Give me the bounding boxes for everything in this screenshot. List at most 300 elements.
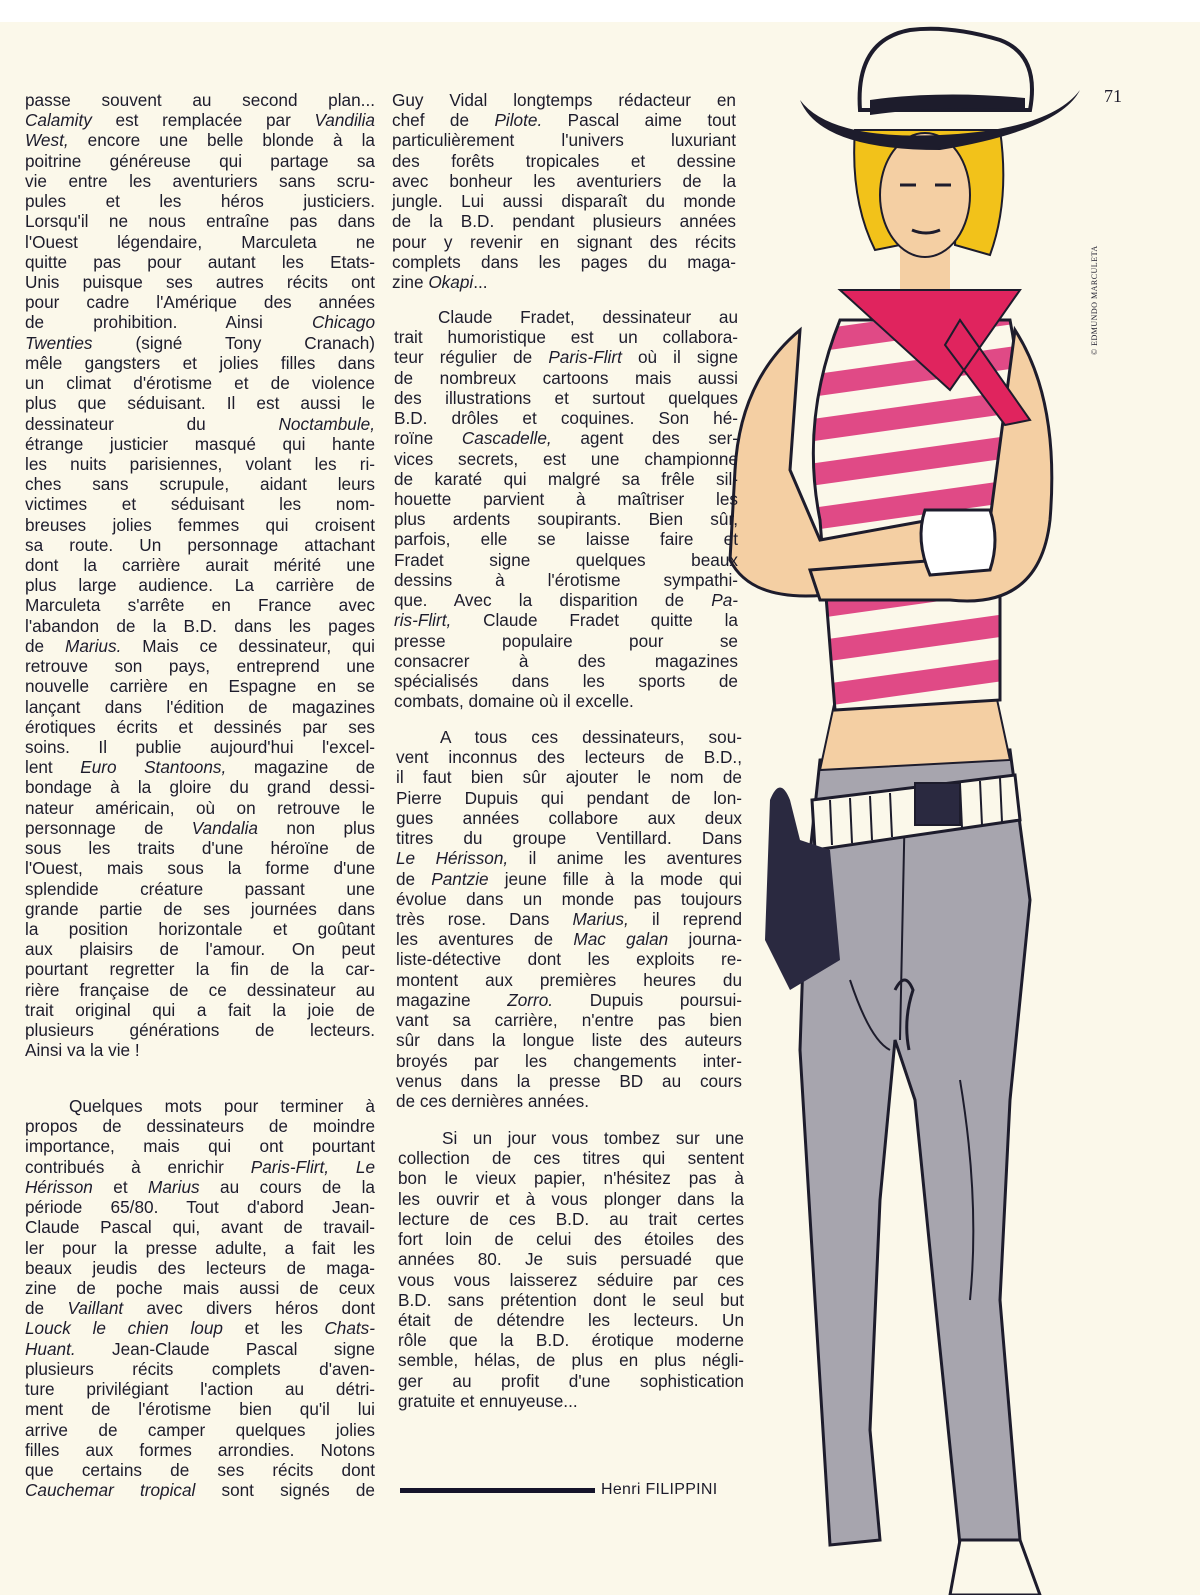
italic-title: Pa- [711, 590, 738, 611]
text-line [398, 1350, 744, 1370]
text-line [394, 631, 738, 651]
text-run: plusieurs récits complets d'aven- [25, 1358, 375, 1379]
text-run: de prohibition. Ainsi [25, 312, 312, 333]
text-run: Guy Vidal longtemps rédacteur en [392, 90, 736, 110]
text-run: houette parvient à maîtriser les [394, 488, 738, 509]
text-run: pour cadre l'Amérique des années [25, 292, 375, 313]
text-line [394, 307, 738, 327]
text-run: jungle. Lui aussi disparaît du monde [392, 191, 736, 212]
text-run: particulièrement l'univers luxuriant [392, 130, 736, 151]
text-run: sont signés de [195, 1480, 375, 1501]
text-line [25, 1197, 375, 1217]
text-run: étrange justicier masqué qui hante [25, 433, 375, 454]
jeans [800, 750, 1030, 1545]
text-run: filles aux formes arrondies. Notons [25, 1439, 375, 1460]
glove [921, 510, 995, 575]
text-run: parfois, elle se laisse faire et [394, 529, 738, 550]
italic-title: Louck le chien loup [25, 1318, 223, 1339]
text-line [25, 555, 375, 575]
text-run: il faut bien sûr ajouter le nom de [396, 767, 742, 788]
text-run: zine de poche mais aussi de ceux [25, 1277, 375, 1298]
italic-title: Pantzie [431, 868, 489, 889]
text-run: que. Avec la disparition de [394, 590, 712, 611]
text-run: Si un jour vous tombez sur une [442, 1128, 744, 1148]
italic-title: Marius [148, 1176, 200, 1197]
text-run: l'Ouest, mais sous la forme d'une [25, 858, 375, 879]
text-line [25, 1298, 375, 1318]
italic-title: Zorro. [507, 989, 554, 1010]
text-line [25, 717, 375, 737]
text-line [25, 515, 375, 535]
text-line [398, 1371, 744, 1391]
text-run: ... [473, 271, 488, 292]
italic-title: Chats- [324, 1318, 375, 1339]
italic-title: Hérisson [25, 1176, 93, 1197]
text-run: il anime les aventures [508, 848, 742, 869]
text-run: gues années collabore aux deux [396, 807, 742, 828]
text-line [394, 368, 738, 388]
text-line [25, 1177, 375, 1197]
text-line [398, 1310, 744, 1330]
text-run: journa- [668, 929, 742, 950]
text-line [396, 747, 742, 767]
italic-title: Euro Stantoons, [80, 757, 227, 778]
text-line [25, 1420, 375, 1440]
text-run: les ouvrir et à vous plonger dans la [398, 1188, 744, 1209]
text-line [396, 909, 742, 929]
text-line [394, 489, 738, 509]
text-line [25, 798, 375, 818]
text-run: B.D. drôles et coquines. Son hé- [394, 408, 738, 429]
text-line [25, 1318, 375, 1338]
text-run: lent [25, 757, 81, 778]
text-line [394, 428, 738, 448]
text-line [392, 272, 736, 292]
text-run: liste-détective dont les exploits re- [396, 949, 742, 970]
text-run: rière française de ce dessinateur au [25, 979, 375, 1000]
text-line [398, 1148, 744, 1168]
text-line [398, 1128, 744, 1148]
text-run: presse populaire pour se [394, 630, 738, 651]
text-run: vie entre les aventuriers sans scru- [25, 170, 375, 191]
text-line [25, 292, 375, 312]
text-line [396, 848, 742, 868]
text-run: Fradet signe quelques beaux [394, 549, 738, 570]
text-run: les aventures de [396, 929, 574, 950]
text-line [398, 1330, 744, 1350]
text-run: rôle que la B.D. érotique moderne [398, 1330, 744, 1351]
text-line [396, 727, 742, 747]
text-run: est remplacée par [91, 110, 315, 131]
text-line [25, 1379, 375, 1399]
text-line [394, 469, 738, 489]
text-run: avec bonheur les aventuriers de la [392, 170, 736, 191]
text-run: lecture de ces B.D. au trait certes [398, 1208, 744, 1229]
text-run: mêle gangsters et jolies filles dans [25, 352, 375, 373]
text-run: venus dans la presse BD au cours [396, 1070, 742, 1091]
text-line [398, 1189, 744, 1209]
text-run: dont la carrière aurait mérité une [25, 555, 375, 576]
text-run: semble, hélas, de plus en plus négli- [398, 1350, 744, 1371]
text-run: pourtant regretter la fin de la car- [25, 959, 375, 980]
text-line [25, 575, 375, 595]
text-run: propos de dessinateurs de moindre [25, 1116, 375, 1137]
text-line [25, 1217, 375, 1237]
text-run: de la B.D. pendant plusieurs années [392, 211, 736, 232]
text-line [396, 808, 742, 828]
text-line [392, 171, 736, 191]
text-line [394, 610, 738, 630]
text-run: de [25, 635, 66, 656]
text-line [25, 232, 375, 252]
text-run: splendide créature passant une [25, 878, 375, 899]
text-run: ture privilégiant l'action au détri- [25, 1379, 375, 1400]
text-line [25, 697, 375, 717]
author-name: Henri FILIPPINI [601, 1481, 718, 1498]
text-run: que certains de ses récits dont [25, 1459, 375, 1480]
article-paragraph [25, 90, 375, 1061]
text-run: lançant dans l'édition de magazines [25, 696, 375, 717]
text-line [396, 828, 742, 848]
text-line [398, 1270, 744, 1290]
text-line [25, 151, 375, 171]
text-run: A tous ces dessinateurs, sou- [440, 727, 742, 747]
text-line [25, 535, 375, 555]
text-line [25, 1399, 375, 1419]
text-run: sous les traits d'une héroïne de [25, 838, 375, 859]
text-run: nouvelle carrière en Espagne en se [25, 676, 375, 697]
page-number: 71 [1104, 86, 1122, 106]
text-line [394, 550, 738, 570]
text-run: très rose. Dans [396, 908, 573, 929]
text-line [25, 939, 375, 959]
text-line [25, 919, 375, 939]
text-line [25, 959, 375, 979]
text-run: vent inconnus des lecteurs de B.D., [396, 747, 742, 768]
text-line [396, 1030, 742, 1050]
text-line [396, 1051, 742, 1071]
text-line [392, 252, 736, 272]
text-line [25, 1440, 375, 1460]
text-run: trait original qui a fait la joie de [25, 999, 375, 1020]
text-line [396, 1091, 742, 1111]
text-run: un climat d'érotisme et de violence [25, 373, 375, 394]
text-run: de [25, 1298, 68, 1319]
text-run: vant sa carrière, n'entre pas bien [396, 1010, 742, 1031]
text-line [25, 1339, 375, 1359]
text-run: collection de ces titres qui sentent [398, 1148, 744, 1169]
text-run: sa route. Un personnage attachant [25, 534, 375, 555]
text-run: ger au profit d'une sophistication [398, 1370, 744, 1391]
text-line [25, 130, 375, 150]
text-line [25, 393, 375, 413]
text-run: roïne [394, 428, 462, 449]
text-run: (signé Tony Cranach) [92, 332, 375, 353]
text-line [392, 151, 736, 171]
text-run: magazine [396, 989, 508, 1010]
text-run: nateur américain, où on retrouve le [25, 797, 375, 818]
text-line [25, 1157, 375, 1177]
text-run: Lorsqu'il ne nous entraîne pas dans [25, 211, 375, 232]
text-line [394, 347, 738, 367]
text-line [396, 1071, 742, 1091]
text-run: personnage de [25, 817, 192, 838]
italic-title: Pilote. [494, 110, 543, 131]
text-line [25, 191, 375, 211]
italic-title: Paris-Flirt, Le [250, 1156, 376, 1177]
text-run: et [92, 1176, 149, 1197]
text-run: B.D. sans prétention dont le seul but [398, 1289, 744, 1310]
text-run: bondage à la gloire du grand dessi- [25, 777, 375, 798]
text-run: victimes et séduisant les nom- [25, 494, 375, 515]
text-run: breuses jolies femmes qui croisent [25, 514, 375, 535]
text-run: gratuite et ennuyeuse... [398, 1390, 578, 1411]
text-line [396, 929, 742, 949]
text-run: évolue dans un monde pas toujours [396, 888, 742, 909]
boot [950, 1540, 1040, 1595]
text-line [25, 1096, 375, 1116]
text-run: ment de l'érotisme bien qu'il lui [25, 1399, 375, 1420]
text-run: période 65/80. Tout d'abord Jean- [25, 1197, 375, 1218]
text-run: teur régulier de [394, 347, 549, 368]
text-run: la position horizontale et goûtant [25, 918, 375, 939]
text-line [25, 494, 375, 514]
text-line [25, 1116, 375, 1136]
text-line [25, 110, 375, 130]
text-run: il reprend [628, 908, 742, 929]
article-paragraph [398, 1128, 744, 1411]
author-signature [400, 1480, 745, 1500]
italic-title: Vandilia [314, 110, 375, 131]
text-run: jeune fille à la mode qui [488, 868, 742, 889]
text-line [25, 272, 375, 292]
text-run: arrive de camper quelques jolies [25, 1419, 375, 1440]
text-line [25, 312, 375, 332]
text-line [25, 1258, 375, 1278]
text-line [25, 879, 375, 899]
text-line [392, 191, 736, 211]
text-line [25, 858, 375, 878]
text-run: Claude Pascal qui, avant de travail- [25, 1217, 375, 1238]
text-line [25, 838, 375, 858]
text-line [25, 656, 375, 676]
text-run: chef de [392, 110, 495, 131]
text-run: plus que séduisant. Il est aussi le [25, 393, 375, 414]
text-line [25, 1040, 375, 1060]
text-run: avec divers héros dont [123, 1298, 375, 1319]
text-run: Claude Fradet quitte la [451, 610, 738, 631]
text-run: trait humoristique est un collabora- [394, 327, 738, 348]
text-line [25, 454, 375, 474]
italic-title: Calamity [25, 110, 92, 131]
article-paragraph [394, 307, 738, 711]
text-run: Pierre Dupuis qui pendant de lon- [396, 787, 742, 808]
text-run: de karaté qui malgré sa frêle sil- [394, 468, 738, 489]
text-line [396, 889, 742, 909]
italic-title: Cauchemar tropical [25, 1480, 196, 1501]
text-line [398, 1168, 744, 1188]
text-line [25, 1359, 375, 1379]
text-line [25, 1278, 375, 1298]
text-run: Jean-Claude Pascal signe [75, 1338, 375, 1359]
text-run: vous vous laisserez séduire par ces [398, 1269, 744, 1290]
text-run: et les [222, 1318, 325, 1339]
text-line [25, 414, 375, 434]
text-line [25, 777, 375, 797]
text-line [25, 737, 375, 757]
text-line [394, 529, 738, 549]
text-line [396, 1010, 742, 1030]
text-run: au cours de la [199, 1176, 375, 1197]
italic-title: Chicago [311, 312, 375, 333]
text-run: complets dans les pages du maga- [392, 251, 736, 272]
text-line [392, 232, 736, 252]
text-line [25, 333, 375, 353]
text-line [25, 676, 375, 696]
text-run: Pascal aime tout [542, 110, 737, 131]
illustration-credit: © EDMUNDO MARCULETA [1090, 245, 1099, 355]
text-run: était de détendre les lecteurs. Un [398, 1309, 744, 1330]
italic-title: Marius, [572, 908, 629, 929]
text-line [394, 651, 738, 671]
text-run: sûr dans la longue liste des auteurs [396, 1030, 742, 1051]
text-line [392, 130, 736, 150]
text-run: consacrer à des magazines [394, 650, 738, 671]
text-line [394, 449, 738, 469]
text-run: aux plaisirs de l'amour. On peut [25, 939, 375, 960]
text-line [396, 990, 742, 1010]
text-run: dessinateur du [25, 413, 279, 434]
italic-title: Paris-Flirt [548, 347, 622, 368]
italic-title: ris-Flirt, [394, 610, 452, 631]
text-line [398, 1229, 744, 1249]
text-line [25, 1460, 375, 1480]
text-run: Marculeta s'arrête en France avec [25, 595, 375, 616]
text-run: passe souvent au second plan... [25, 90, 375, 110]
text-run: non plus [257, 817, 375, 838]
italic-title: Twenties [25, 332, 93, 353]
text-run: magazine de [226, 757, 375, 778]
text-line [25, 1020, 375, 1040]
text-line [25, 353, 375, 373]
text-line [396, 767, 742, 787]
text-line [396, 869, 742, 889]
italic-title: Okapi [428, 271, 474, 292]
italic-title: Mac galan [573, 929, 669, 950]
text-line [392, 110, 736, 130]
text-run: combats, domaine où il excelle. [394, 691, 634, 712]
text-run: poitrine généreuse qui partage sa [25, 150, 375, 171]
text-line [396, 970, 742, 990]
text-run: années 80. Je suis persuadé que [398, 1249, 744, 1270]
text-line [25, 90, 375, 110]
text-line [396, 788, 742, 808]
text-line [25, 818, 375, 838]
text-run: pules et les héros justiciers. [25, 191, 375, 212]
text-line [25, 373, 375, 393]
text-run: montent aux premières heures du [396, 969, 742, 990]
text-run: quitte pas pour autant les Etats- [25, 251, 375, 272]
text-line [25, 211, 375, 231]
text-run: de ces dernières années. [396, 1090, 590, 1111]
text-line [394, 590, 738, 610]
text-line [25, 1000, 375, 1020]
text-line [25, 1238, 375, 1258]
text-run: ches sans scrupule, aidant leurs [25, 474, 375, 495]
text-line [25, 252, 375, 272]
text-line [394, 691, 738, 711]
text-line [25, 474, 375, 494]
italic-title: Marius. [65, 635, 122, 656]
text-run: titres du groupe Ventillard. Dans [396, 828, 742, 849]
text-line [25, 434, 375, 454]
italic-title: Noctambule, [278, 413, 375, 434]
text-run: broyés par les changements inter- [396, 1050, 742, 1071]
text-run: retrouve son pays, entreprend une [25, 656, 375, 677]
text-line [25, 171, 375, 191]
text-run: où il signe [621, 347, 738, 368]
text-line [25, 899, 375, 919]
text-line [25, 616, 375, 636]
text-run: agent des ser- [551, 428, 739, 449]
text-line [392, 211, 736, 231]
article-paragraph [392, 90, 736, 292]
text-line [394, 671, 738, 691]
text-line [398, 1249, 744, 1269]
text-run: Ainsi va la vie ! [25, 1040, 140, 1061]
text-run: encore une belle blonde à la [68, 130, 375, 151]
text-run: soins. Il publie aujourd'hui l'excel- [25, 737, 375, 757]
text-run: importance, mais qui ont pourtant [25, 1136, 375, 1157]
text-line [25, 1480, 375, 1500]
text-run: de nombreux cartoons mais aussi [394, 367, 738, 388]
italic-title: Vaillant [67, 1298, 124, 1319]
text-line [25, 980, 375, 1000]
text-run: plusieurs générations de lecteurs. [25, 1020, 375, 1041]
article-paragraph [25, 1096, 375, 1500]
text-line [398, 1391, 744, 1411]
text-run: Mais ce dessinateur, qui [121, 635, 375, 656]
text-run: l'Ouest légendaire, Marculeta ne [25, 231, 375, 252]
text-run: vices secrets, est une championne [394, 448, 738, 469]
text-run: Unis puisque ses autres récits ont [25, 271, 375, 292]
italic-title: Vandalia [191, 817, 258, 838]
signature-rule [400, 1488, 595, 1493]
text-run: l'abandon de la B.D. dans les pages [25, 615, 375, 636]
belt-buckle [915, 783, 960, 825]
text-line [394, 408, 738, 428]
text-run: des forêts tropicales et dessine [392, 150, 736, 171]
text-run: Dupuis poursui- [553, 989, 742, 1010]
text-line [25, 636, 375, 656]
face [880, 133, 970, 257]
text-line [25, 595, 375, 615]
text-run: pour y revenir en signant des récits [392, 231, 736, 252]
text-run: plus ardents soupirants. Bien sûr, [394, 509, 738, 530]
article-paragraph [396, 727, 742, 1111]
text-run: plus large audience. La carrière de [25, 575, 375, 596]
text-run: Claude Fradet, dessinateur au [438, 307, 738, 327]
italic-title: Cascadelle, [461, 428, 552, 449]
italic-title: Huant. [25, 1338, 76, 1359]
text-run: grande partie de ses journées dans [25, 898, 375, 919]
text-run: érotiques écrits et dessinés par ses [25, 716, 375, 737]
text-line [396, 949, 742, 969]
text-line [394, 327, 738, 347]
text-run: dessins à l'érotisme sympathi- [394, 569, 738, 590]
italic-title: Le Hérisson, [396, 848, 509, 869]
text-run: spécialisés dans les sports de [394, 670, 738, 691]
